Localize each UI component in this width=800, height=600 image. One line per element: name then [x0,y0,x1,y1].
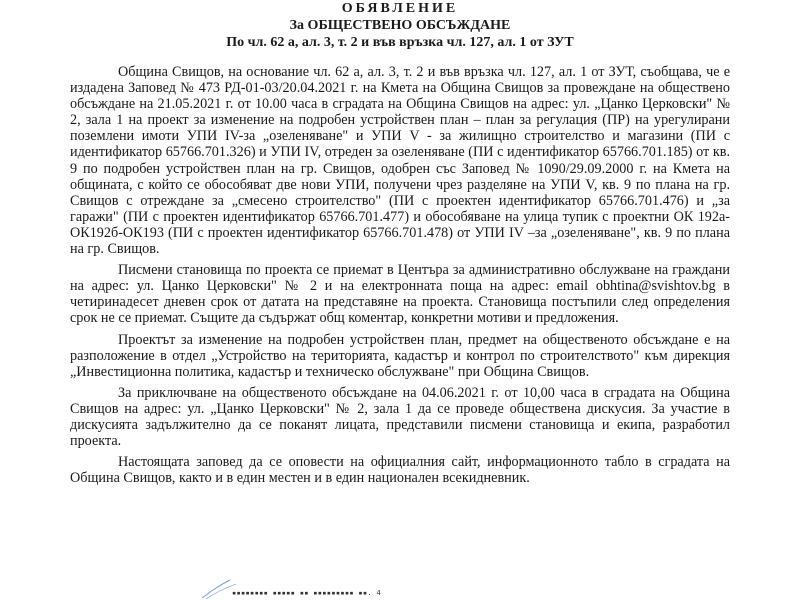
legal-basis: По чл. 62 а, ал. 3, т. 2 и във връзка чл. 127, ал. 1 от ЗУТ [226,35,574,50]
document-subtitle: За ОБЩЕСТВЕНО ОБСЪЖДАНЕ [289,18,511,33]
paragraph-discussion: За приключване на общественото обсъждане на 04.06.2021 г. от 10,00 часа в сградата на Община Свищов на адрес: ул. „Цанко Церковски" № 2, зала 1 да се проведе обществена дискусия. За участие в дискусията задължително да се поканят лицата, представили писмени становища и екипа, разработил проекта. [70,384,730,450]
paragraph-written-opinions: Писмени становища по проекта се приемат в Центъра за административно обслужване на граждани на адрес: ул. Цанко Церковски" № 2 и на електронната поща на адрес: email obhtina@svishtov.bg в четиринадесет дневен срок от датата на представяне на проекта. Становища постъпили след определения срок не се приемат. Същите да съдържат общ коментар, конкретни мотиви и предложения. [70,262,730,327]
paragraph-project-availability: Проектът за изменение на подробен устройствен план, предмет на общественото обсъждане е на разположение в отдел „Устройство на територията, кадастър и контрол по строителството" към дирекция „Инвестиционна политика, кадастър и техническо обслужване" при Община Свищов. [70,331,730,380]
footer-mark: ▪▪▪▪▪▪▪▪ ▪▪▪▪▪ ▪▪ ▪▪▪▪▪▪▪▪▪ ▪▪. 4 [232,589,381,597]
paragraph-publication: Настоящата заповед да се оповести на официалния сайт, информационното табло в сградата на Община Свищов, както и в един местен и в един национален всекидневник. [70,454,730,487]
document-title: ОБЯВЛЕНИЕ [341,1,459,16]
document-body [70,64,730,491]
paragraph-announcement: Община Свищов, на основание чл. 62 а, ал. 3, т. 2 и във връзка чл. 127, ал. 1 от ЗУТ, съобщава, че е издадена Заповед № 473 РД-01-03/20.04.2021 г. на Кмета на Община Свищов за провеждане на обществено обсъждане на 21.05.2021 г. от 10.00 часа в сградата на Община Свищов на адрес: ул. „Цанко Церковски" № 2, зала 1 на проект за изменение на подробен устройствен план – план за регулация (ПР) на урегулирани поземлени имоти УПИ IV-за „озеленяване" и УПИ V - за жилищно строителство и магазини (ПИ с идентификатор 65766.701.326) и УПИ IV, отреден за озеленяване (ПИ с идентификатор 65766.701.185) от кв. 9 по подробен устройствен план на гр. Свищов, одобрен със Заповед № 1090/29.09.2000 г. на Кмета на общината, с който се обособяват две нови УПИ, получени чрез разделяне на УПИ V, кв. 9 по плана на гр. Свищов с отреждане за „смесено строителство" (ПИ с проектен идентификатор 65766.701.476) и „за гаражи" (ПИ с проектен идентификатор 65766.701.477) и обособяване на улица тупик с проектни ОК 192а-ОК192б-ОК193 (ПИ с проектен идентификатор 65766.701.478) от УПИ IV –за „озеленяване", кв. 9 по плана на гр. Свищов. [70,64,730,258]
